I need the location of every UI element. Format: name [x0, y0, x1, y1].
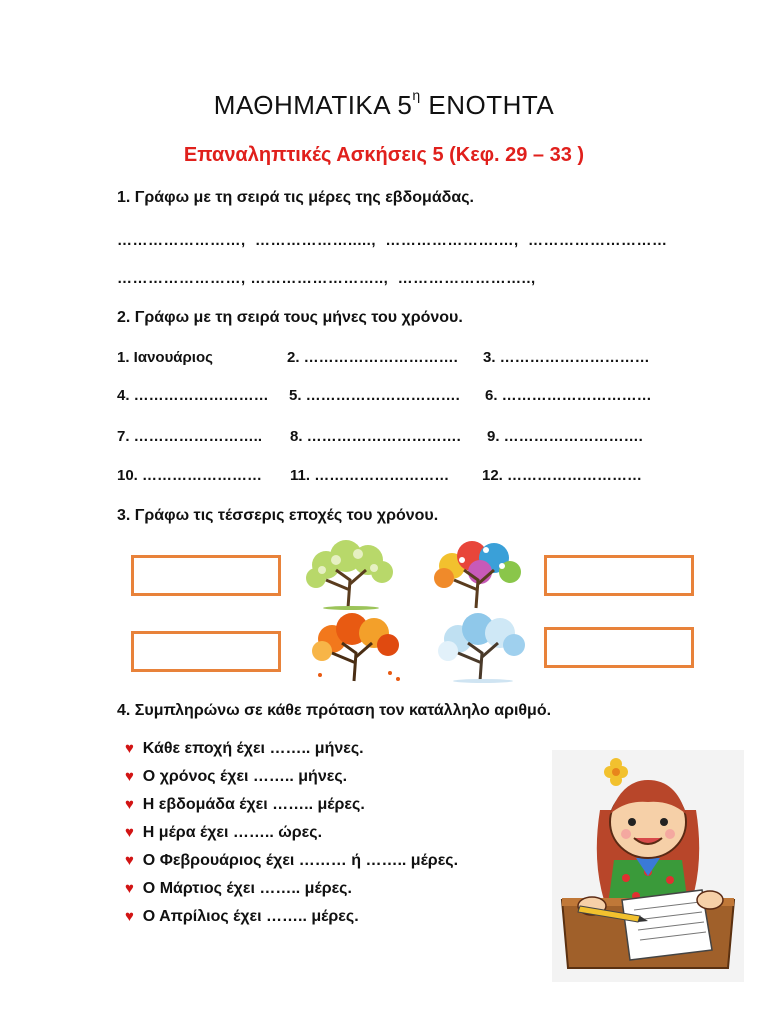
season-answer-box[interactable]: [131, 631, 281, 672]
month-cell[interactable]: 12. ………………………: [482, 467, 643, 484]
sentence-text[interactable]: Ο Φεβρουάριος έχει ……… ή …….. μέρες.: [142, 852, 459, 869]
title-main: ΜΑΘΗΜΑΤΙΚΑ 5: [213, 90, 413, 120]
month-cell[interactable]: 7. ……………………..: [117, 428, 263, 445]
month-cell[interactable]: 4. ………………………: [117, 387, 269, 404]
heart-bullet-icon: ♥: [125, 824, 134, 841]
title-superscript: η: [412, 87, 421, 104]
summer-tree-image: [424, 540, 534, 610]
heart-bullet-icon: ♥: [125, 880, 134, 897]
sentence-text[interactable]: Ο χρόνος έχει …….. μήνες.: [142, 768, 348, 785]
sentence-text[interactable]: Η εβδομάδα έχει …….. μέρες.: [142, 796, 365, 813]
month-cell[interactable]: 5. ………………………….: [289, 387, 460, 404]
exercise-2-question: 2. Γράφω με τη σειρά τους μήνες του χρόνου.: [117, 309, 463, 326]
month-cell[interactable]: 8. ………………………….: [290, 428, 461, 445]
season-answer-box[interactable]: [544, 627, 694, 668]
exercise-3-question: 3. Γράφω τις τέσσερις εποχές του χρόνου.: [117, 507, 439, 524]
sentence-item: [125, 740, 364, 758]
sentence-item: [125, 852, 458, 870]
month-cell[interactable]: 9. ……………………….: [487, 428, 643, 445]
month-cell[interactable]: 10. ……………………: [117, 467, 263, 484]
title-end: ΕΝΟΤΗΤΑ: [420, 90, 555, 120]
sentence-item: [125, 880, 352, 898]
sentence-text[interactable]: Κάθε εποχή έχει …….. μήνες.: [142, 740, 364, 757]
month-cell[interactable]: 3. …………………………: [483, 349, 650, 366]
season-answer-box[interactable]: [131, 555, 281, 596]
month-cell[interactable]: 11. ………………………: [290, 467, 450, 484]
sentence-item: [125, 796, 365, 814]
exercise-4-question: 4. Συμπληρώνω σε κάθε πρόταση τον κατάλληλο αριθμό.: [117, 702, 552, 719]
girl-writing-illustration: [552, 750, 744, 982]
heart-bullet-icon: ♥: [125, 852, 134, 869]
exercise-1-question: 1. Γράφω με τη σειρά τις μέρες της εβδομάδας.: [117, 189, 474, 206]
exercise-1-line-1[interactable]: ……………………, ………………....., ………………….…, ………………………: [117, 232, 668, 249]
month-cell: 1. Ιανουάριος: [117, 349, 213, 366]
sentence-item: [125, 908, 359, 926]
spring-tree-image: [296, 540, 406, 610]
sentence-text[interactable]: Ο Απρίλιος έχει …….. μέρες.: [142, 908, 359, 925]
heart-bullet-icon: ♥: [125, 796, 134, 813]
heart-bullet-icon: ♥: [125, 908, 134, 925]
sentence-text[interactable]: Ο Μάρτιος έχει …….. μέρες.: [142, 880, 352, 897]
autumn-tree-image: [302, 613, 412, 683]
heart-bullet-icon: ♥: [125, 740, 134, 757]
page-subtitle: Επαναληπτικές Ασκήσεις 5 (Κεφ. 29 – 33 ): [183, 144, 585, 166]
month-cell[interactable]: 6. …………………………: [485, 387, 652, 404]
winter-tree-image: [428, 613, 538, 683]
season-answer-box[interactable]: [544, 555, 694, 596]
month-cell[interactable]: 2. ………………………….: [287, 349, 458, 366]
exercise-1-line-2[interactable]: ……………………, …………………….., ……………………..,: [117, 270, 536, 287]
page-title: [0, 87, 768, 121]
heart-bullet-icon: ♥: [125, 768, 134, 785]
sentence-item: [125, 824, 322, 842]
sentence-text[interactable]: Η μέρα έχει …….. ώρες.: [142, 824, 323, 841]
sentence-item: [125, 768, 347, 786]
